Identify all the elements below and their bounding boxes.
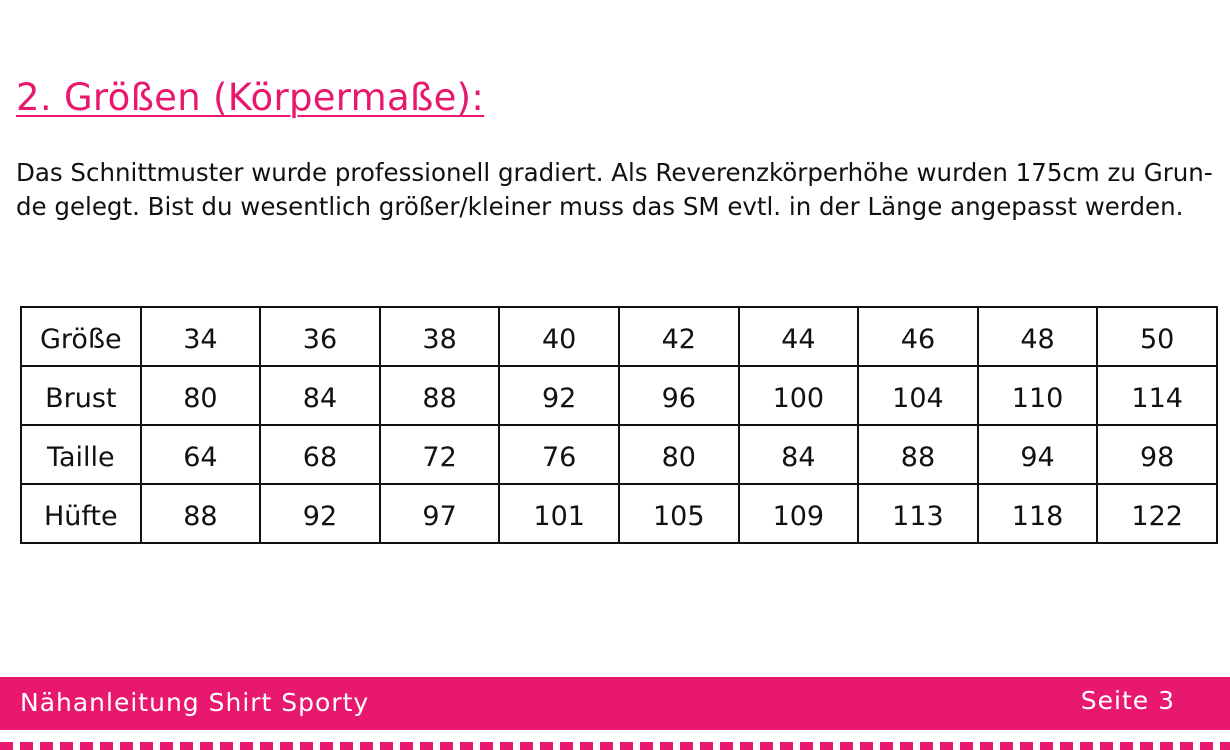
table-cell: 96 bbox=[619, 366, 739, 425]
table-cell: 84 bbox=[739, 425, 859, 484]
section-heading: 2. Größen (Körpermaße): bbox=[16, 76, 485, 119]
table-cell: 92 bbox=[260, 484, 380, 543]
table-cell: 88 bbox=[380, 366, 500, 425]
table-cell: Größe bbox=[21, 307, 141, 366]
table-cell: 80 bbox=[141, 366, 261, 425]
table-row-hip bbox=[21, 484, 1217, 543]
table-cell: 80 bbox=[619, 425, 739, 484]
table-cell: 42 bbox=[619, 307, 739, 366]
intro-line-2: de gelegt. Bist du wesentlich größer/kleiner muss das SM evtl. in der Länge angepasst werden. bbox=[16, 192, 1184, 221]
table-cell: 48 bbox=[978, 307, 1098, 366]
table-cell: 94 bbox=[978, 425, 1098, 484]
table-cell: 72 bbox=[380, 425, 500, 484]
table-cell: Taille bbox=[21, 425, 141, 484]
table-cell: 76 bbox=[499, 425, 619, 484]
table-cell: 98 bbox=[1097, 425, 1217, 484]
table-cell: 84 bbox=[260, 366, 380, 425]
table-cell: 64 bbox=[141, 425, 261, 484]
table-cell: 101 bbox=[499, 484, 619, 543]
table-cell: 104 bbox=[858, 366, 978, 425]
dashed-border-decoration bbox=[0, 742, 1230, 750]
table-cell: 40 bbox=[499, 307, 619, 366]
table-cell: Brust bbox=[21, 366, 141, 425]
table-cell: 114 bbox=[1097, 366, 1217, 425]
table-cell: 97 bbox=[380, 484, 500, 543]
footer-bar bbox=[0, 677, 1230, 730]
table-cell: 92 bbox=[499, 366, 619, 425]
table-row-waist bbox=[21, 425, 1217, 484]
table-cell: 46 bbox=[858, 307, 978, 366]
table-cell: 88 bbox=[858, 425, 978, 484]
intro-paragraph bbox=[16, 156, 1216, 224]
table-row-bust bbox=[21, 366, 1217, 425]
table-cell: 38 bbox=[380, 307, 500, 366]
table-cell: 34 bbox=[141, 307, 261, 366]
intro-line-1: Das Schnittmuster wurde professionell gradiert. Als Reverenzkörperhöhe wurden 175cm zu Grun- bbox=[16, 158, 1213, 187]
table-cell: 50 bbox=[1097, 307, 1217, 366]
table-cell: 44 bbox=[739, 307, 859, 366]
size-table bbox=[20, 306, 1218, 544]
table-cell: 100 bbox=[739, 366, 859, 425]
table-cell: 118 bbox=[978, 484, 1098, 543]
footer-title: Nähanleitung Shirt Sporty bbox=[20, 688, 370, 717]
table-row-size bbox=[21, 307, 1217, 366]
table-cell: 68 bbox=[260, 425, 380, 484]
table-cell: 113 bbox=[858, 484, 978, 543]
table-cell: Hüfte bbox=[21, 484, 141, 543]
table-cell: 88 bbox=[141, 484, 261, 543]
table-cell: 36 bbox=[260, 307, 380, 366]
table-cell: 122 bbox=[1097, 484, 1217, 543]
table-cell: 105 bbox=[619, 484, 739, 543]
page-number: Seite 3 bbox=[1080, 686, 1175, 715]
table-cell: 110 bbox=[978, 366, 1098, 425]
table-cell: 109 bbox=[739, 484, 859, 543]
